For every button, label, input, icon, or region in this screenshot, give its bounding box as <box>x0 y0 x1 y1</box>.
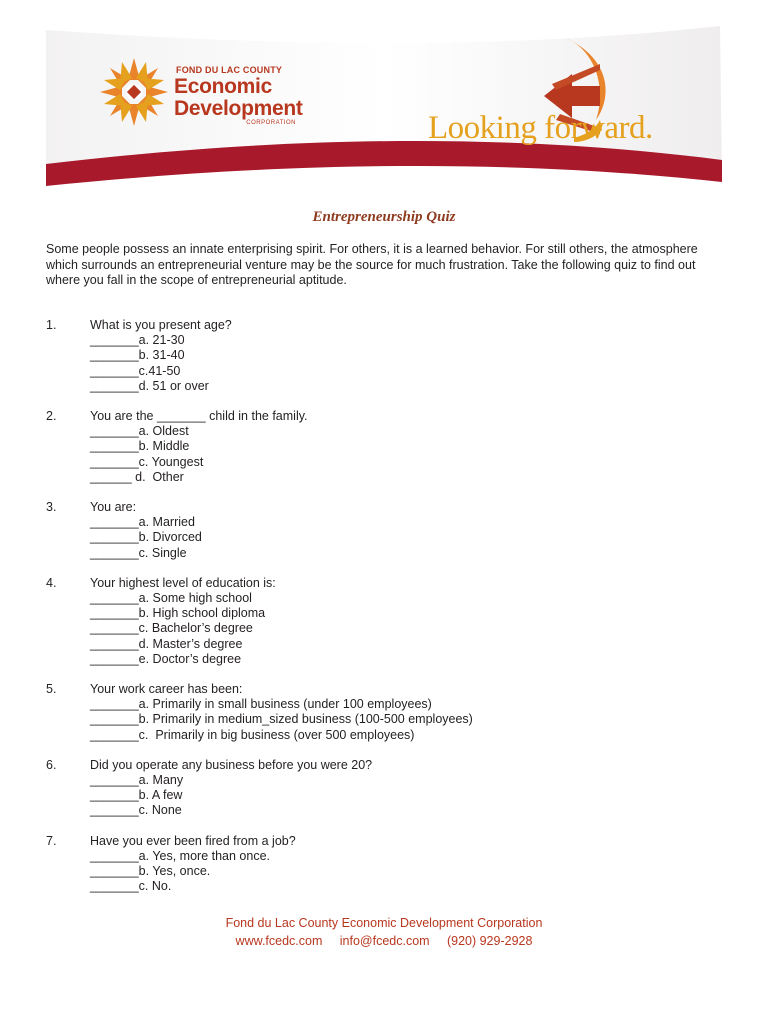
question-number: 7. <box>46 833 57 848</box>
answer-option[interactable]: _______b. Divorced <box>90 530 202 545</box>
tagline: Looking forward. <box>428 110 653 146</box>
question-number: 3. <box>46 500 57 515</box>
answer-option[interactable]: _______a. Yes, more than once. <box>90 848 271 863</box>
answer-option[interactable]: _______c.41-50 <box>90 363 181 378</box>
answer-option[interactable]: _______a. Married <box>90 515 195 530</box>
question-row <box>46 318 726 333</box>
question-text: Your work career has been: <box>90 682 243 697</box>
answer-option[interactable]: _______c. Bachelor’s degree <box>90 621 253 636</box>
answer-option[interactable]: _______a. Many <box>90 773 184 788</box>
footer-phone: (920) 929-2928 <box>446 934 533 948</box>
answer-option[interactable]: _______a. 21-30 <box>90 333 185 348</box>
answer-option[interactable]: _______d. Master’s degree <box>90 636 243 651</box>
question-text: You are: <box>90 500 137 515</box>
answer-option[interactable]: _______d. 51 or over <box>90 378 209 393</box>
logo-corporation-label: CORPORATION <box>246 120 296 126</box>
answer-option[interactable]: _______b. Middle <box>90 439 190 454</box>
question-text: Your highest level of education is: <box>90 575 276 590</box>
answer-option[interactable]: _______c. None <box>90 803 182 818</box>
answer-option[interactable]: _______c. No. <box>90 879 172 894</box>
quiz-question <box>46 500 726 561</box>
answer-option[interactable]: ______ d. Other <box>90 469 184 484</box>
question-row <box>46 682 726 697</box>
footer-email-link[interactable]: info@fcedc.com <box>339 934 430 948</box>
answer-option[interactable]: _______c. Single <box>90 545 187 560</box>
starburst-logo-icon <box>100 58 168 126</box>
question-row <box>46 758 726 773</box>
banner-background <box>0 0 768 200</box>
answer-option[interactable]: _______a. Primarily in small business (under 100 employees) <box>90 697 432 712</box>
quiz-question <box>46 834 726 895</box>
page-title: Entrepreneurship Quiz <box>312 209 456 225</box>
question-number: 5. <box>46 682 57 697</box>
answer-option[interactable]: _______a. Some high school <box>90 591 252 606</box>
answer-option[interactable]: _______b. Primarily in medium_sized business (100-500 employees) <box>90 712 473 727</box>
footer-organization: Fond du Lac County Economic Development Corporation <box>225 916 543 930</box>
answer-option[interactable]: _______c. Youngest <box>90 454 204 469</box>
organization-logo <box>174 66 303 126</box>
answer-option[interactable]: _______a. Oldest <box>90 424 189 439</box>
answer-option[interactable]: _______b. A few <box>90 788 183 803</box>
question-number: 6. <box>46 757 57 772</box>
quiz-question <box>46 758 726 819</box>
question-row <box>46 500 726 515</box>
logo-line-development: Development <box>174 97 303 120</box>
question-text: Have you ever been fired from a job? <box>90 833 296 848</box>
quiz-question <box>46 682 726 743</box>
question-row <box>46 409 726 424</box>
logo-county-label: FOND DU LAC COUNTY <box>176 65 283 75</box>
quiz-question <box>46 318 726 394</box>
footer-website-link[interactable]: www.fcedc.com <box>235 934 323 948</box>
intro-paragraph: Some people possess an innate enterprising spirit. For others, it is a learned behavior. For still others, the atmosphere which surrounds an entrepreneurial venture may be the source for much frustration. Take the following quiz to find out where you fall in the scope of entrepreneurial aptitude. <box>46 242 698 287</box>
question-number: 1. <box>46 318 57 332</box>
question-row <box>46 576 726 591</box>
answer-option[interactable]: _______c. Primarily in big business (over 500 employees) <box>90 727 415 742</box>
answer-option[interactable]: _______e. Doctor’s degree <box>90 651 242 666</box>
answer-option[interactable]: _______b. 31-40 <box>90 348 185 363</box>
answer-option[interactable]: _______b. High school diploma <box>90 606 266 621</box>
answer-option[interactable]: _______b. Yes, once. <box>90 864 211 879</box>
footer <box>0 914 768 950</box>
quiz-question <box>46 409 726 485</box>
question-number: 4. <box>46 575 57 590</box>
logo-line-economic: Economic <box>174 75 272 98</box>
question-row <box>46 834 726 849</box>
header-banner <box>0 0 768 200</box>
question-number: 2. <box>46 409 57 424</box>
question-text: You are the _______ child in the family. <box>90 409 308 424</box>
footer-contacts <box>0 932 768 950</box>
question-text: Did you operate any business before you were 20? <box>90 757 373 772</box>
quiz-question-list <box>46 318 726 910</box>
question-text: What is you present age? <box>90 318 232 332</box>
quiz-question <box>46 576 726 667</box>
